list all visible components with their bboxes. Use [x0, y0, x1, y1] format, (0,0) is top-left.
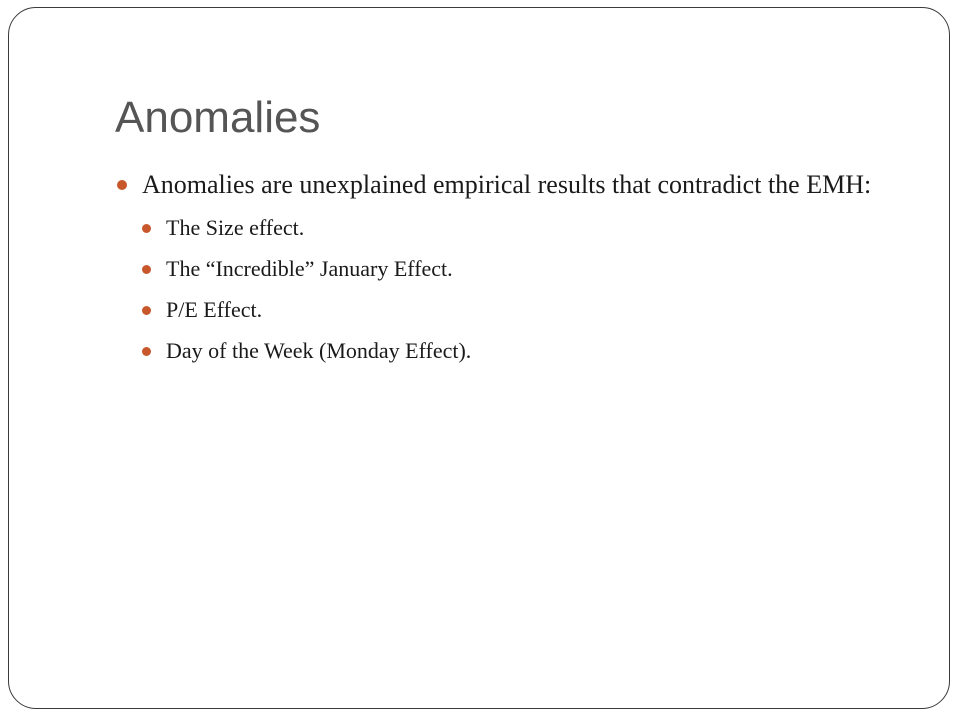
sub-bullet-dot-icon: [142, 265, 151, 274]
sub-bullet-text: P/E Effect.: [166, 297, 263, 322]
slide-frame: [8, 7, 950, 709]
bullet-item: [115, 168, 895, 367]
sub-bullet-text: The “Incredible” January Effect.: [166, 256, 453, 281]
sub-bullet-dot-icon: [142, 306, 151, 315]
sub-bullet-item: [142, 294, 895, 326]
slide-title: Anomalies: [115, 93, 321, 142]
sub-bullet-text: The Size effect.: [166, 215, 305, 240]
bullet-list: [115, 168, 895, 376]
bullet-text: Anomalies are unexplained empirical results that contradict the EMH:: [142, 170, 872, 199]
bullet-dot-icon: [117, 180, 127, 190]
sub-bullet-text: Day of the Week (Monday Effect).: [166, 338, 472, 363]
sub-bullet-dot-icon: [142, 347, 151, 356]
sub-bullet-item: [142, 212, 895, 244]
sub-bullet-list: [142, 212, 895, 367]
sub-bullet-item: [142, 253, 895, 285]
sub-bullet-item: [142, 335, 895, 367]
sub-bullet-dot-icon: [142, 224, 151, 233]
